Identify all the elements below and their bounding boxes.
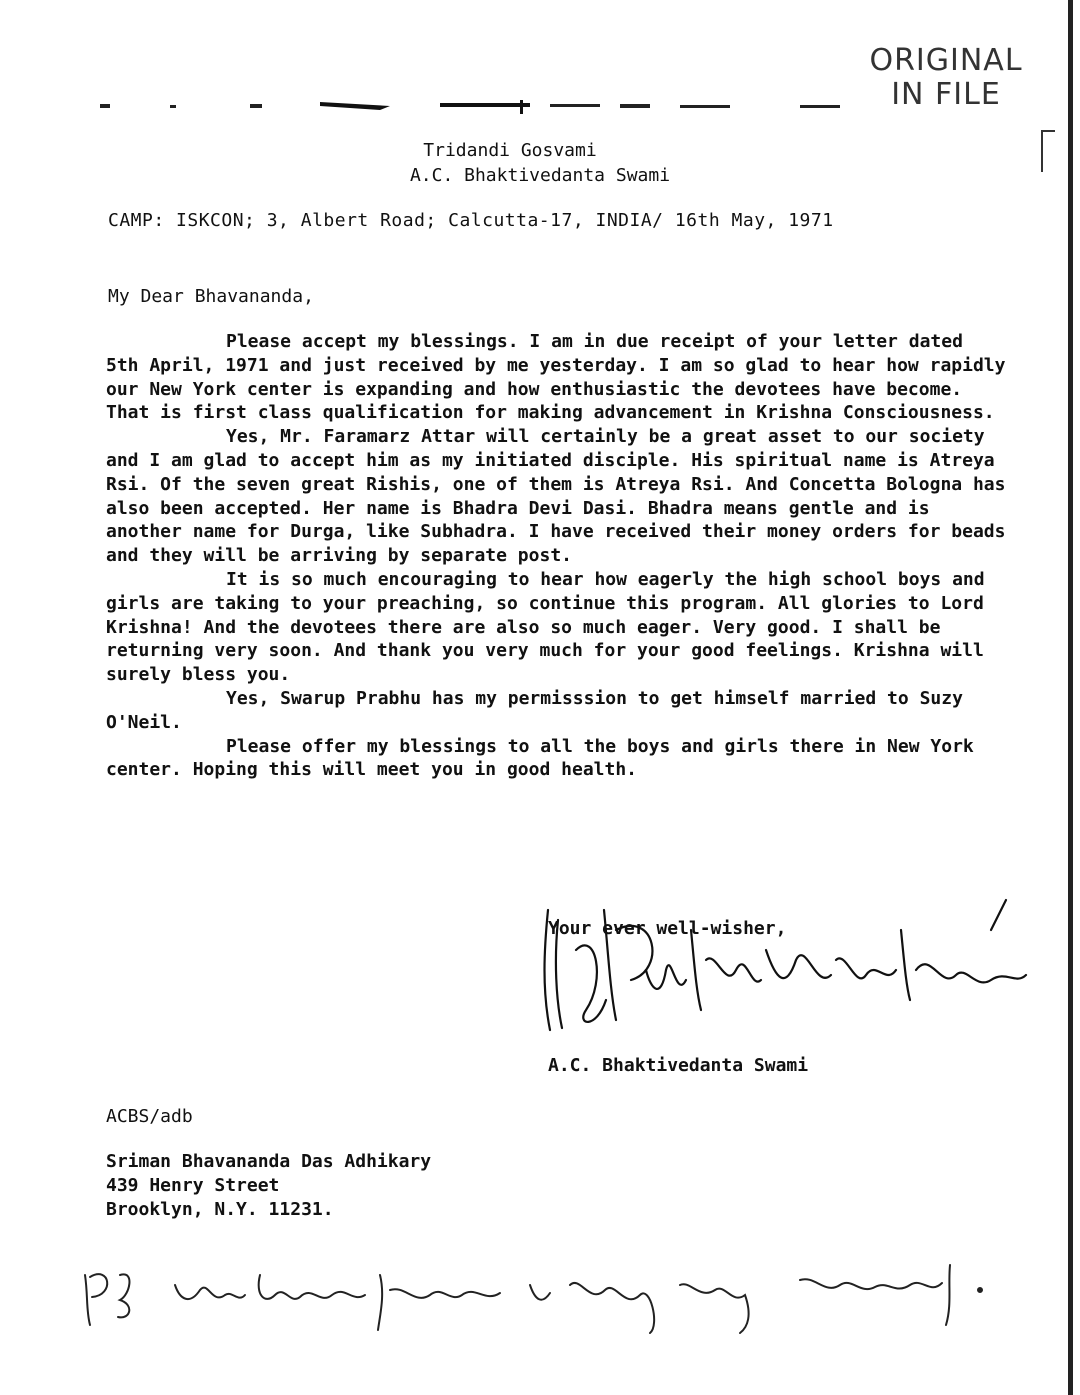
recipient-line-3: Brooklyn, N.Y. 11231. <box>106 1199 334 1220</box>
signature-name: A.C. Bhaktivedanta Swami <box>548 1055 809 1076</box>
paragraph: Please accept my blessings. I am in due receipt of your letter dated 5th April, 1971 and just received by me yesterday. I am so glad to hear how rapidly our New York center is expanding and how enthusiastic the devotees have become. That is first class qualification for making advancement in Krishna Consciousness. <box>106 331 1006 424</box>
page-edge-rule <box>1068 0 1073 1395</box>
handwritten-postscript <box>80 1255 1000 1335</box>
paragraph: Yes, Swarup Prabhu has my permisssion to get himself married to Suzy O'Neil. <box>106 687 963 733</box>
closing: Your ever well-wisher, <box>548 918 787 939</box>
original-in-file-stamp <box>866 44 1026 112</box>
letter-body <box>106 330 1006 782</box>
stamp-line-1: ORIGINAL <box>869 43 1023 78</box>
recipient-line-2: 439 Henry Street <box>106 1175 280 1196</box>
paragraph: It is so much encouraging to hear how eagerly the high school boys and girls are taking to your preaching, so continue this program. All glories to Lord Krishna! And the devotees there are also so much eager. Very good. I shall be returning very soon. And thank you very much for your good feelings. Krishna will surely bless you. <box>106 568 985 686</box>
paragraph: Yes, Mr. Faramarz Attar will certainly be a great asset to our society and I am glad to accept him as my initiated disciple. His spiritual name is Atreya Rsi. Of the seven great Rishis, one of them is Atreya Rsi. And Concetta Bologna has also been accepted. Her name is Bhadra Devi Dasi. Bhadra means gentle and is another name for Durga, like Subhadra. I have received their money orders for beads and they will be arriving by separate post. <box>106 426 1006 567</box>
recipient-address <box>106 1150 431 1222</box>
letterhead-name: A.C. Bhaktivedanta Swami <box>409 165 671 186</box>
paragraph: Please offer my blessings to all the boys and girls there in New York center. Hoping this will meet you in good health. <box>106 735 974 781</box>
salutation: My Dear Bhavananda, <box>108 286 314 307</box>
scan-noise-streak <box>20 100 880 114</box>
reference-initials: ACBS/adb <box>106 1106 193 1127</box>
letterhead-title: Tridandi Gosvami <box>423 140 597 161</box>
address-date-line: CAMP: ISKCON; 3, Albert Road; Calcutta-17, INDIA/ 16th May, 1971 <box>108 210 834 231</box>
stamp-line-2: IN FILE <box>891 77 1001 112</box>
handwritten-signature <box>536 890 1036 1040</box>
recipient-line-1: Sriman Bhavananda Das Adhikary <box>106 1151 432 1172</box>
